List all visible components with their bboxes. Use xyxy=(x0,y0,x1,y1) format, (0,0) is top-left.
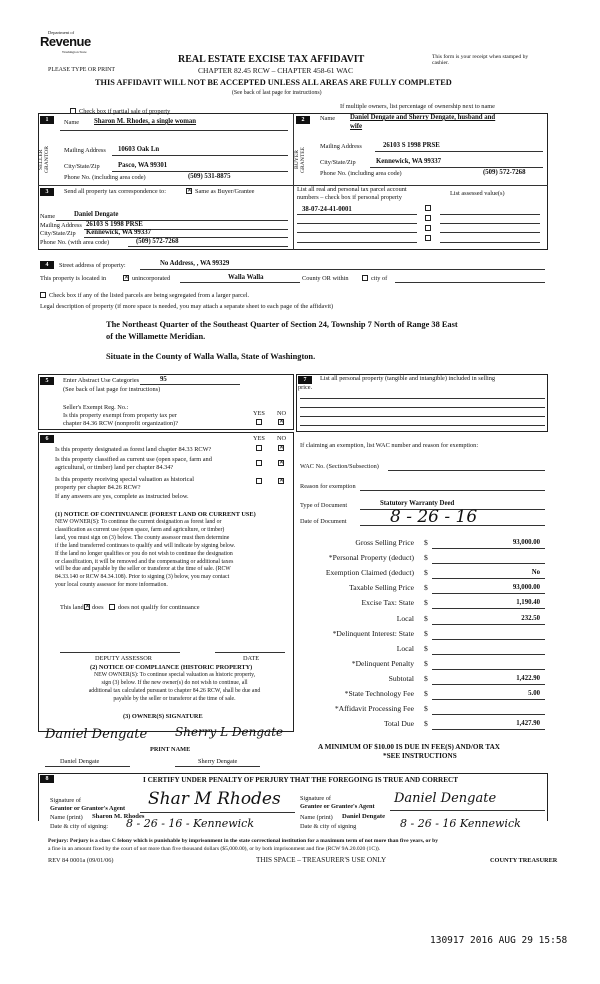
street-address: No Address, , WA 99329 xyxy=(160,260,230,267)
dollar-sign: $ xyxy=(424,538,428,547)
amount-value: 93,000.00 xyxy=(512,539,540,546)
buyer-mail-label: Mailing Address xyxy=(320,143,362,150)
abstract-label: Enter Abstract Use Categories xyxy=(63,377,140,384)
deputy-assessor-label: DEPUTY ASSESSOR xyxy=(95,655,152,662)
section-1-badge: 1 xyxy=(40,116,54,124)
land-label: This land xyxy=(60,604,84,611)
grantee-signature: Daniel Dengate xyxy=(394,791,497,806)
legal-label: Legal description of property (if more space is needed, you may attach a separate sheet to each page of the affidavit) xyxy=(40,303,334,310)
dollar-sign: $ xyxy=(424,643,428,653)
section-6-badge: 6 xyxy=(40,435,54,443)
sec5-see-back: (See back of last page for instructions) xyxy=(63,386,161,393)
sec3-mail: 26103 S 1998 PRSE xyxy=(86,221,143,228)
doc-type: Statutory Warranty Deed xyxy=(380,500,455,507)
sec6-no: NO xyxy=(277,435,287,442)
sec5-q1b: chapter 84.36 RCW (nonprofit organization)? xyxy=(63,420,179,427)
grantee-date-city: 8 - 26 - 16 Kennewick xyxy=(400,817,521,830)
amount-value: 5.00 xyxy=(528,690,540,697)
amount-value: No xyxy=(531,569,540,577)
parcel-number: 38-07-24-41-0001 xyxy=(302,206,352,213)
section-2-badge: 2 xyxy=(296,116,310,124)
dept-logo: Revenue xyxy=(40,34,91,49)
amount-label: Exemption Claimed (deduct) xyxy=(325,568,414,578)
receipt-note: This form is your receipt when stamped by cashier. xyxy=(432,54,529,67)
legal-line-3: Situate in the County of Walla Walla, State of Washington. xyxy=(106,352,316,361)
sec3-name: Daniel Dengate xyxy=(74,211,119,218)
amount-label: Excise Tax: State xyxy=(361,598,414,608)
parcel-3-checkbox[interactable] xyxy=(425,225,431,231)
doc-date: 8 - 26 - 16 xyxy=(390,507,478,527)
grantor-date-city: 8 - 26 - 16 - Kennewick xyxy=(126,817,254,830)
owner-signature-1: Daniel Dengate xyxy=(45,727,148,742)
grantee-sig-label-2: Grantee or Grantee's Agent xyxy=(300,803,375,810)
sec6-q2b: agricultural, or timber) land per chapter 84.34? xyxy=(55,464,174,471)
sec3-city-label: City/State/Zip xyxy=(40,230,76,237)
seller-vertical-label: SELLER GRANTOR xyxy=(38,146,50,174)
section-8-badge: 8 xyxy=(40,775,54,783)
amount-label: *Delinquent Penalty xyxy=(351,658,414,668)
seller-city: Pasco, WA 99301 xyxy=(118,162,168,169)
form-warning: THIS AFFIDAVIT WILL NOT BE ACCEPTED UNLESS ALL AREAS ARE FULLY COMPLETED xyxy=(95,78,452,87)
dept-line3: Washington State xyxy=(62,50,87,54)
treasurer-space: THIS SPACE – TREASURER'S USE ONLY xyxy=(256,856,387,864)
notice1-text xyxy=(55,519,290,590)
seller-name-label: Name xyxy=(64,119,80,126)
seller-city-label: City/State/Zip xyxy=(64,163,100,170)
notice2-line: additional tax calculated pursuant to chapter 84.26 RCW, shall be due and xyxy=(88,687,261,694)
notice1-line: will be due and payable by the seller or transferor at the time of sale. (RCW xyxy=(55,566,231,573)
form-chapter: CHAPTER 82.45 RCW – CHAPTER 458-61 WAC xyxy=(198,66,353,75)
located-label: This property is located in xyxy=(40,275,107,282)
assessed-label: List assessed value(s) xyxy=(450,190,505,197)
section-4-badge: 4 xyxy=(40,261,54,269)
city-of-checkbox[interactable] xyxy=(362,275,368,281)
amount-label: Total Due xyxy=(383,719,414,729)
multiple-owners-label: If multiple owners, list percentage of ownership next to name xyxy=(340,103,495,110)
doc-date-label: Date of Document xyxy=(300,518,347,525)
sec5-no-checkbox[interactable] xyxy=(278,419,284,425)
please-type: PLEASE TYPE OR PRINT xyxy=(48,67,116,73)
buyer-name-label: Name xyxy=(320,115,336,122)
see-back: (See back of last page for instructions) xyxy=(232,90,322,96)
grantor-sig-label-2: Grantor or Grantor's Agent xyxy=(50,805,126,812)
dollar-sign: $ xyxy=(424,628,428,638)
dollar-sign: $ xyxy=(424,613,428,623)
amount-value: 1,422.90 xyxy=(516,674,540,682)
buyer-vertical-label: BUYER GRANTEE xyxy=(294,146,306,174)
segregated-label: Check box if any of the listed parcels are being segregated from a larger parcel. xyxy=(49,292,250,299)
land-does-not-label: does not qualify for continuance xyxy=(118,604,200,611)
legal-line-2: of the Willamette Meridian. xyxy=(106,332,206,341)
parcel-4-checkbox[interactable] xyxy=(425,235,431,241)
sec6-q2-yes[interactable] xyxy=(256,460,262,466)
notice2-line: NEW OWNER(S): To continue special valuation as historic property, xyxy=(93,672,256,678)
buyer-phone-label: Phone No. (including area code) xyxy=(320,170,402,177)
dollar-sign: $ xyxy=(424,553,428,563)
certify-statement: I CERTIFY UNDER PENALTY OF PERJURY THAT THE FOREGOING IS TRUE AND CORRECT xyxy=(143,776,458,784)
sec5-yes: YES xyxy=(253,410,265,417)
print-name-label: PRINT NAME xyxy=(150,746,191,753)
dollar-sign: $ xyxy=(424,658,428,668)
sec3-city: Kennewick, WA 99337 xyxy=(86,229,152,236)
buyer-name-line1: Daniel Dengate and Sherry Dengate, husband and xyxy=(350,114,496,121)
notice2-line: sign (3) below. If the new owner(s) do not wish to continue, all xyxy=(101,679,248,686)
seller-phone: (509) 531-8875 xyxy=(188,173,231,180)
minimum-line-1: A MINIMUM OF $10.00 IS DUE IN FEE(S) AND/OR TAX xyxy=(318,743,500,751)
dollar-sign: $ xyxy=(424,673,428,683)
section-7-badge: 7 xyxy=(298,376,312,384)
notice1-line: if the land transferred continues to qualify and will indicate by signing below. xyxy=(55,542,236,549)
dollar-sign: $ xyxy=(424,568,428,578)
notice1-line: classification as current use (open space, farm and agriculture, or timber) xyxy=(55,526,225,533)
owner-signature-2: Sherry L Dengate xyxy=(175,725,284,739)
dollar-sign: $ xyxy=(424,583,428,593)
rev-label: REV 84 0001a (09/01/06) xyxy=(48,857,114,864)
grantor-name: Sharon M. Rhodes xyxy=(92,813,145,820)
notice2-line: payable by the seller or transferor at the time of sale. xyxy=(113,695,236,702)
grantee-date-label: Date & city of signing xyxy=(300,823,357,830)
amount-label: Gross Selling Price xyxy=(355,538,414,547)
dollar-sign: $ xyxy=(424,704,428,714)
buyer-city-label: City/State/Zip xyxy=(320,159,356,166)
grantee-sig-label-1: Signature of xyxy=(300,795,331,802)
dollar-sign: $ xyxy=(424,719,428,729)
amount-label: *State Technology Fee xyxy=(344,689,414,698)
notice1-line: land, you must sign on (3) below. The county assessor must then determine xyxy=(55,534,230,541)
notice2-text xyxy=(62,672,287,704)
seller-phone-label: Phone No. (including area code) xyxy=(64,174,146,181)
notice1-line: If the land no longer qualifies or you do not wish to continue the designation xyxy=(55,550,233,557)
amount-label: *Delinquent Interest: State xyxy=(332,628,414,638)
grantee-name-label: Name (print) xyxy=(300,814,333,821)
owner-name-2: Sherry Dengate xyxy=(198,758,238,765)
notice1-line: your local county assessor for more information. xyxy=(55,582,168,589)
exempt-reg-label: Seller's Exempt Reg. No.: xyxy=(63,404,129,411)
sec3-label: Send all property tax correspondence to: xyxy=(64,188,166,195)
same-as-buyer-checkbox[interactable] xyxy=(186,188,192,194)
amount-label: Taxable Selling Price xyxy=(349,583,414,593)
grantor-signature: Shar M Rhodes xyxy=(148,789,281,809)
dept-line1: Department of xyxy=(48,30,75,35)
deputy-date-label: DATE xyxy=(243,655,260,662)
county-label: County OR within xyxy=(302,275,349,282)
sec6-q3-yes[interactable] xyxy=(256,478,262,484)
grantor-sig-label-1: Signature of xyxy=(50,797,81,804)
minimum-line-2: *SEE INSTRUCTIONS xyxy=(383,752,457,760)
sec7-label-1: List all personal property (tangible and intangible) included in selling xyxy=(320,375,496,382)
amount-label: Subtotal xyxy=(388,673,414,683)
sec3-phone: (509) 572-7268 xyxy=(136,238,179,245)
sec6-q3-no[interactable] xyxy=(278,478,284,484)
sec6-q4: If any answers are yes, complete as instructed below. xyxy=(55,493,189,500)
buyer-city: Kennewick, WA 99337 xyxy=(376,158,442,165)
section-3-badge: 3 xyxy=(40,188,54,196)
sec3-name-label: Name xyxy=(40,213,56,220)
sec6-q1-yes[interactable] xyxy=(256,445,262,451)
buyer-phone: (509) 572-7268 xyxy=(483,169,526,176)
parcel-2-checkbox[interactable] xyxy=(425,215,431,221)
seller-mail: 10603 Oak Ln xyxy=(118,146,160,153)
sec6-q3b: property per chapter 84.26 RCW? xyxy=(55,484,141,491)
buyer-mail: 26103 S 1998 PRSE xyxy=(383,142,440,149)
street-label: Street address of property: xyxy=(59,262,126,269)
amount-value: 93,000.00 xyxy=(512,584,540,592)
amount-label: *Affidavit Processing Fee xyxy=(334,704,414,714)
unincorporated-checkbox[interactable] xyxy=(123,275,129,281)
doc-type-label: Type of Document xyxy=(300,502,348,509)
notice1-line: 84.33.140 or RCW 84.34.108). Prior to signing (3) below, you may contact xyxy=(55,574,230,581)
city-of-label: city of xyxy=(371,275,388,282)
amount-value: 1,427.90 xyxy=(516,720,540,728)
sec5-yes-checkbox[interactable] xyxy=(256,419,262,425)
sec3-mail-label: Mailing Address xyxy=(40,222,82,229)
grantee-name: Daniel Dengate xyxy=(342,813,386,820)
county-name: Walla Walla xyxy=(228,274,264,281)
notice1-line: NEW OWNER(S): To continue the current designation as forest land or xyxy=(55,519,222,525)
recording-stamp: 130917 2016 AUG 29 15:58 xyxy=(430,935,568,946)
perjury-line-1: Perjury: Perjury is a class C felony which is punishable by imprisonment in the state correctional institution for a maximum term of not more than five years, or by xyxy=(48,838,439,844)
buyer-name-line2: wife xyxy=(350,123,363,130)
seller-name: Sharon M. Rhodes, a single woman xyxy=(94,118,197,125)
unincorporated-label: unincorporated xyxy=(132,275,171,282)
segregated-checkbox[interactable] xyxy=(40,292,46,298)
sec6-q3a: Is this property receiving special valuation as historical xyxy=(55,476,195,483)
sec5-no: NO xyxy=(277,410,287,417)
wac-no-label: WAC No. (Section/Subsection) xyxy=(300,463,379,470)
notice1-line: or classification, it will be removed and the compensating or additional taxes xyxy=(55,558,234,565)
amount-label: *Personal Property (deduct) xyxy=(328,553,414,563)
sec6-q1: Is this property designated as forest land chapter 84.33 RCW? xyxy=(55,446,212,453)
grantor-name-label: Name (print) xyxy=(50,814,83,821)
parcels-label-1: List all real and personal tax parcel account xyxy=(297,186,407,193)
seller-mail-label: Mailing Address xyxy=(64,147,106,154)
reason-label: Reason for exemption xyxy=(300,483,356,490)
dollar-sign: $ xyxy=(424,598,428,608)
amount-label: Local xyxy=(396,643,414,653)
land-does-label: does xyxy=(92,604,104,611)
owner-sig-label: (3) OWNER(S) SIGNATURE xyxy=(123,713,203,720)
sec6-q2-no[interactable] xyxy=(278,460,284,466)
dollar-sign: $ xyxy=(424,689,428,698)
county-treasurer: COUNTY TREASURER xyxy=(490,857,558,864)
amount-value: 232.50 xyxy=(521,614,540,622)
sec6-yes: YES xyxy=(253,435,265,442)
grantor-date-label: Date & city of signing: xyxy=(50,823,109,830)
owner-name-1: Daniel Dengate xyxy=(60,758,100,765)
amount-value: 1,190.40 xyxy=(516,599,540,607)
sec7-label-2: price. xyxy=(298,384,313,391)
land-does-checkbox[interactable] xyxy=(84,604,90,610)
notice2-title: (2) NOTICE OF COMPLIANCE (HISTORIC PROPERTY) xyxy=(90,664,253,671)
same-as-buyer-label: Same as Buyer/Grantee xyxy=(195,188,255,195)
form-title: REAL ESTATE EXCISE TAX AFFIDAVIT xyxy=(178,54,365,65)
land-does-not-checkbox[interactable] xyxy=(109,604,115,610)
sec3-phone-label: Phone No. (with area code) xyxy=(40,239,110,246)
perjury-line-2: a fine in an amount fixed by the court of not more than five thousand dollars ($5,000.00), or by both imprisonment and fine (RCW 9A.20.020 (1C)). xyxy=(48,846,381,852)
sec6-q1-no[interactable] xyxy=(278,445,284,451)
parcel-1-checkbox[interactable] xyxy=(425,205,431,211)
section-5-badge: 5 xyxy=(40,377,54,385)
parcels-label-2: numbers – check box if personal property xyxy=(297,194,402,201)
sec6-q2a: Is this property classified as current use (open space, farm and xyxy=(55,456,212,463)
wac-exemption-label: If claiming an exemption, list WAC number and reason for exemption: xyxy=(300,442,479,449)
partial-sale-label: Check box if partial sale of property xyxy=(79,108,171,115)
notice1-title: (1) NOTICE OF CONTINUANCE (FOREST LAND OR CURRENT USE) xyxy=(55,511,256,518)
abstract-value: 95 xyxy=(160,376,167,383)
legal-line-1: The Northeast Quarter of the Southeast Quarter of Section 24, Township 7 North of Range 38 East xyxy=(106,320,458,329)
section-7-box xyxy=(296,374,548,432)
amount-label: Local xyxy=(396,613,414,623)
sec5-q1a: Is this property exempt from property tax per xyxy=(63,412,177,419)
